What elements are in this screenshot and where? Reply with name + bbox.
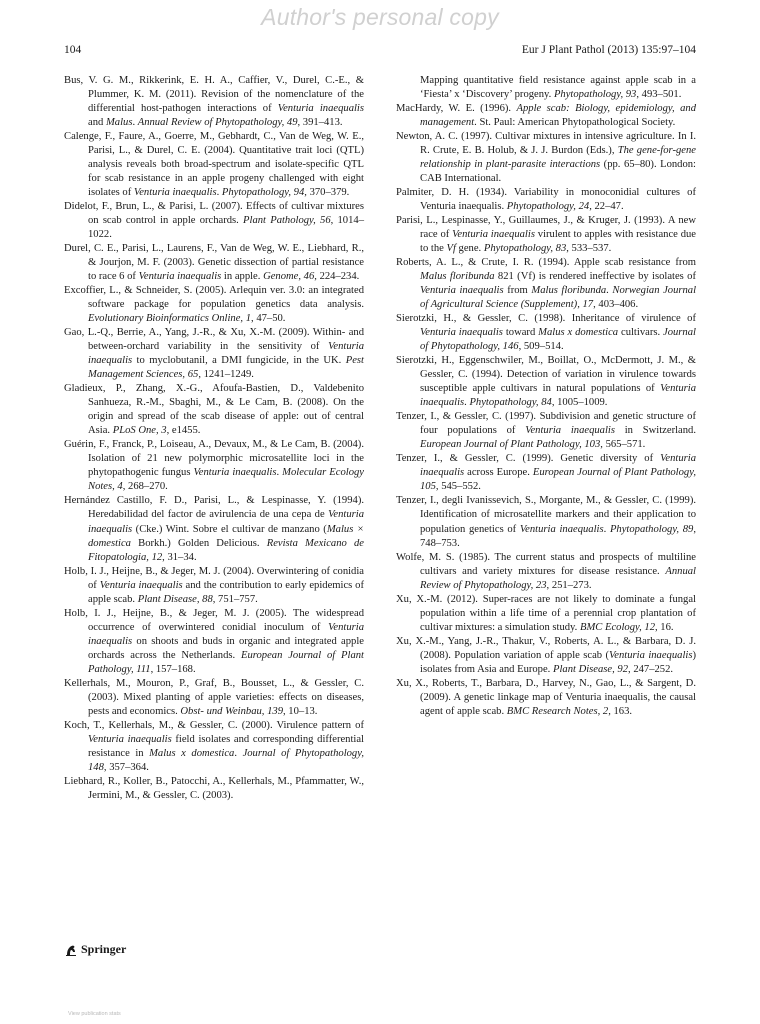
watermark: Author's personal copy — [261, 4, 499, 30]
reference-entry: Holb, I. J., Heijne, B., & Jeger, M. J. (2004). Overwintering of conidia of Venturia inaequalis and the contribution to early epidemics of apple scab. Plant Disease, 88, 751–757. — [64, 565, 365, 605]
reference-entry: Durel, C. E., Parisi, L., Laurens, F., Van de Weg, W. E., Liebhard, R., & Jourjon, M. F. (2003). Genetic dissection of partial resistance to race 6 of Venturia inaequalis in apple. Genome, 46, 224–234. — [64, 243, 364, 283]
reference-entry: Calenge, F., Faure, A., Goerre, M., Gebhardt, C., Van de Weg, W. E., Parisi, L., & Durel, C. E. (2004). Quantitative trait loci (QTL) analysis reveals both broad-spectrum and isolate-specific QTL for scab resistance in an apple progeny challenged with eight isolates of Venturia inaequalis. Phytopathology, 94, 370–379. — [64, 131, 364, 199]
journal-citation: Eur J Plant Pathol (2013) 135:97–104 — [521, 44, 696, 56]
reference-entry: Tenzer, I., & Gessler, C. (1997). Subdivision and genetic structure of four populations of Venturia inaequalis in Switzerland. European Journal of Plant Pathology, 103, 565–571. — [396, 411, 696, 451]
reference-entry: Liebhard, R., Koller, B., Patocchi, A., Kellerhals, M., Pfammatter, W., Jermini, M., & Gessler, C. (2003). — [64, 775, 364, 801]
page-number: 104 — [64, 44, 82, 56]
references-left-column — [64, 74, 364, 803]
reference-entry: Excoffier, L., & Schneider, S. (2005). Arlequin ver. 3.0: an integrated software package for population genetics data analysis. Evolutionary Bioinformatics Online, 1, 47–50. — [64, 285, 364, 325]
reference-entry: Guérin, F., Franck, P., Loiseau, A., Devaux, M., & Le Cam, B. (2004). Isolation of 21 new polymorphic microsatellite loci in the phytopathogenic fungus Venturia inaequalis. Molecular Ecology Notes, 4, 268–270. — [64, 439, 364, 493]
reference-entry: Palmiter, D. H. (1934). Variability in monoconidial cultures of Venturia inaequalis. Phytopathology, 24, 22–47. — [396, 187, 696, 213]
reference-entry: Bus, V. G. M., Rikkerink, E. H. A., Caffier, V., Durel, C.-E., & Plummer, K. M. (2011). Revision of the nomenclature of the differential host-pathogen interactions of Venturia inaequalis and Malus. Annual Review of Phytopathology, 49, 391–413. — [64, 75, 364, 129]
reference-entry: Sierotzki, H., Eggenschwiler, M., Boillat, O., McDermott, J. M., & Gessler, C. (1994). Detection of variation in virulence towards susceptible apple cultivars in natural populations of Venturia inaequalis. Phytopathology, 84, 1005–1009. — [396, 355, 696, 409]
reference-entry: Gladieux, P., Zhang, X.-G., Afoufa-Bastien, D., Valdebenito Sanhueza, R.-M., Sbaghi, M., & Le Cam, B. (2008). On the origin and spread of the scab disease of apple: out of central Asia. PLoS One, 3, e1455. — [64, 383, 364, 437]
publisher-name: Springer — [81, 942, 127, 956]
reference-entry: Sierotzki, H., & Gessler, C. (1998). Inheritance of virulence of Venturia inaequalis toward Malus x domestica cultivars. Journal of Phytopathology, 146, 509–514. — [396, 313, 696, 353]
reference-entry: Newton, A. C. (1997). Cultivar mixtures in intensive agriculture. In I. R. Crute, E. B. Holub, & J. J. Burdon (Eds.), The gene-for-gene relationship in plant-parasite interactions (pp. 65–80). London: CAB International. — [396, 131, 697, 185]
reference-entry: Xu, X.-M. (2012). Super-races are not likely to dominate a fungal population within a life time of a perennial crop plantation of cultivar mixtures: a simulation study. BMC Ecology, 12, 16. — [396, 593, 696, 633]
reference-entry: Gao, L.-Q., Berrie, A., Yang, J.-R., & Xu, X.-M. (2009). Within- and between-orchard variability in the sensitivity of Venturia inaequalis to myclobutanil, a DMI fungicide, in the UK. Pest Management Sciences, 65, 1241–1249. — [64, 327, 364, 381]
publisher-logo — [64, 942, 126, 957]
reference-entry: Tenzer, I., & Gessler, C. (1999). Genetic diversity of Venturia inaequalis across Europe. European Journal of Plant Pathology, 105, 545–552. — [396, 453, 696, 493]
reference-entry: Roberts, A. L., & Crute, I. R. (1994). Apple scab resistance from Malus floribunda 821 (Vf) is rendered ineffective by isolates of Venturia inaequalis from Malus floribunda. Norwegian Journal of Agricultural Science (Supplement), 17, 403–406. — [396, 257, 697, 311]
reference-entry: Parisi, L., Lespinasse, Y., Guillaumes, J., & Kruger, J. (1993). A new race of Venturia inaequalis virulent to apples with resistance due to the Vf gene. Phytopathology, 83, 533–537. — [396, 215, 696, 255]
reference-entry: Xu, X.-M., Yang, J.-R., Thakur, V., Roberts, A. L., & Barbara, D. J. (2008). Population variation of apple scab (Venturia inaequalis) isolates from Asia and Europe. Plant Disease, 92, 247–252. — [396, 635, 696, 675]
reference-entry: Hernández Castillo, F. D., Parisi, L., & Lespinasse, Y. (1994). Heredabilidad del factor de avirulencia de una cepa de Venturia inaequalis (Cke.) Wint. Sobre el cultivar de manzano (Malus × domestica Borkh.) Golden Delicious. Revista Mexicano de Fitopatologia, 12, 31–34. — [64, 495, 364, 563]
reference-entry: Wolfe, M. S. (1985). The current status and prospects of multiline cultivars and variety mixtures for disease resistance. Annual Review of Phytopathology, 23, 251–273. — [396, 551, 696, 591]
reference-entry: Tenzer, I., degli Ivanissevich, S., Morgante, M., & Gessler, C. (1999). Identification of microsatellite markers and their application to population genetics of Venturia inaequalis. Phytopathology, 89, 748–753. — [396, 495, 697, 549]
reference-entry: MacHardy, W. E. (1996). Apple scab: Biology, epidemiology, and management. St. Paul: American Phytopathological Society. — [396, 103, 696, 129]
reference-entry: Kellerhals, M., Mouron, P., Graf, B., Bousset, L., & Gessler, C. (2003). Mixed planting of apple varieties: effects on diseases, pests and economics. Obst- und Weinbau, 139, 10–13. — [64, 677, 364, 717]
reference-entry: Koch, T., Kellerhals, M., & Gessler, C. (2000). Virulence pattern of Venturia inaequalis field isolates and corresponding differential resistance in Malus x domestica. Journal of Phytopathology, 148, 357–364. — [64, 719, 365, 773]
references-right-column — [396, 74, 696, 719]
view-publication-stats-link[interactable]: View publication stats — [68, 1011, 121, 1017]
reference-entry: Didelot, F., Brun, L., & Parisi, L. (2007). Effects of cultivar mixtures on scab control in apple orchards. Plant Pathology, 56, 1014–1022. — [64, 201, 364, 241]
reference-entry: Holb, I. J., Heijne, B., & Jeger, M. J. (2005). The widespread occurrence of overwintered conidial inoculum of Venturia inaequalis on shoots and buds in organic and integrated apple orchards across the Netherlands. European Journal of Plant Pathology, 111, 157–168. — [64, 607, 364, 675]
springer-horse-icon — [64, 943, 78, 957]
reference-entry: Xu, X., Roberts, T., Barbara, D., Harvey, N., Gao, L., & Sargent, D. (2009). A genetic linkage map of Venturia inaequalis, the causal agent of apple scab. BMC Research Notes, 2, 163. — [396, 677, 696, 717]
reference-continuation: Mapping quantitative field resistance against apple scab in a ‘Fiesta’ x ‘Discovery’ progeny. Phytopathology, 93, 493–501. — [420, 75, 696, 101]
